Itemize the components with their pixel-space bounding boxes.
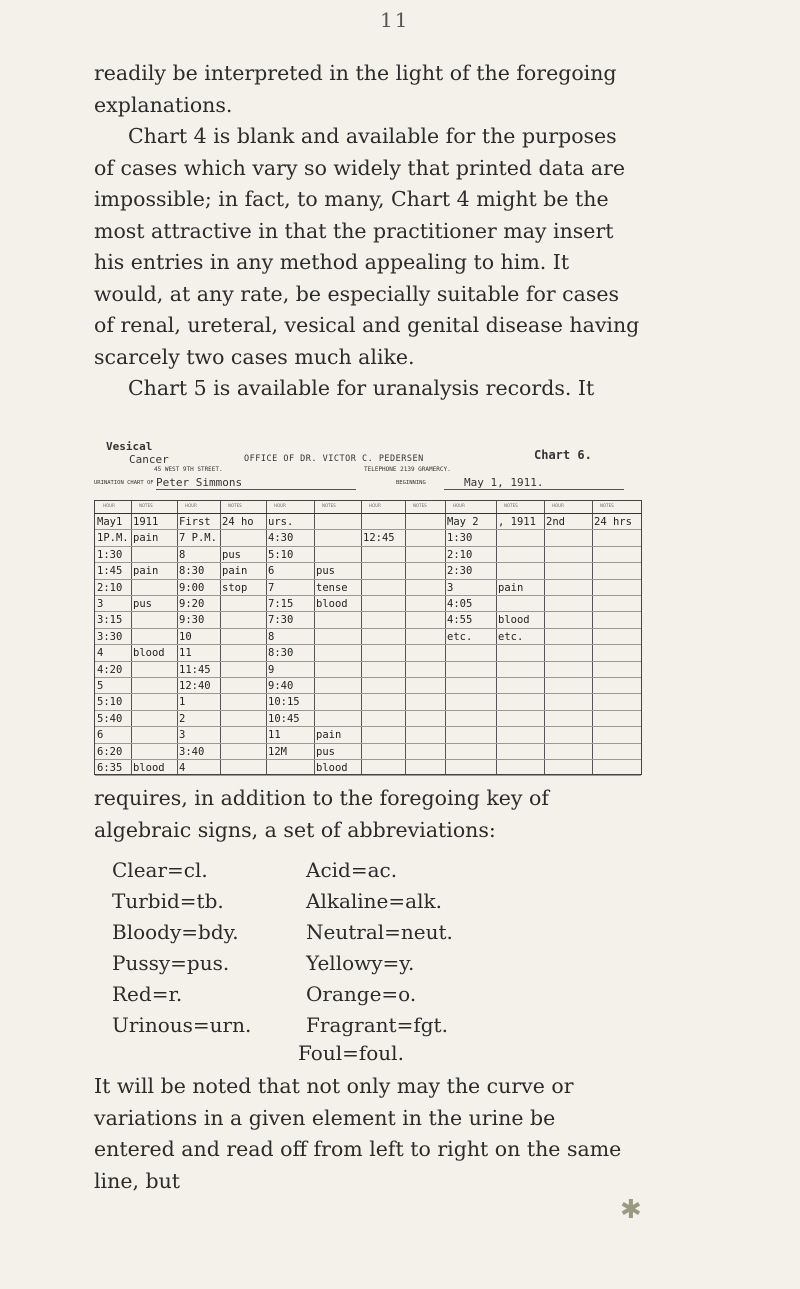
table-cell: blood (133, 647, 165, 660)
after-chart-paragraph: requires, in addition to the foregoing key of algebraic signs, a set of abbreviations: (94, 786, 549, 842)
abbreviation-row (112, 886, 453, 917)
table-cell: 4 (97, 647, 104, 660)
table-cell: 7 P.M. (179, 532, 217, 545)
chart-office: OFFICE OF DR. VICTOR C. PEDERSEN (244, 454, 424, 464)
table-cell: 3 (179, 729, 186, 742)
table-cell: 8 (268, 630, 275, 643)
grid-row-line (95, 661, 641, 662)
table-cell: urs. (268, 516, 294, 528)
column-header: HOUR (103, 503, 115, 508)
table-cell: 6 (97, 729, 104, 742)
grid-column-line (266, 501, 267, 774)
chart-of-label: URINATION CHART OF (94, 480, 154, 486)
table-cell: pus (316, 565, 335, 578)
grid-row-line (95, 595, 641, 596)
chart-number: Chart 6. (534, 448, 592, 462)
abbreviation-item: Acid=ac. (306, 858, 398, 882)
urination-chart (94, 440, 642, 776)
abbreviation-item: Fragrant=fgt. (306, 1013, 448, 1037)
grid-column-line (592, 501, 593, 774)
table-cell: May1 (97, 516, 123, 528)
column-header: NOTES (139, 503, 153, 508)
table-cell: 7:15 (268, 598, 294, 610)
abbreviation-list (112, 855, 453, 1041)
column-header: NOTES (228, 503, 242, 508)
grid-row-line (95, 529, 641, 530)
chart-street: 45 WEST 9TH STREET. (154, 466, 223, 473)
table-cell: 1P.M. (97, 532, 129, 545)
grid-column-line (361, 501, 362, 774)
table-cell: 10 (179, 630, 192, 643)
chart-grid (94, 500, 642, 775)
beginning-label: BEGINNING (396, 480, 426, 486)
grid-column-line (544, 501, 545, 774)
table-cell: 24 ho (222, 516, 254, 528)
abbreviation-item: Urinous=urn. (112, 1013, 252, 1037)
chart-telephone: TELEPHONE 2139 GRAMERCY. (364, 466, 451, 473)
table-cell: pain (498, 581, 524, 594)
column-header: HOUR (453, 503, 465, 508)
table-cell: 4 (179, 762, 186, 774)
table-cell: 4:55 (447, 614, 473, 627)
table-cell: 8 (179, 548, 186, 561)
grid-row-line (95, 611, 641, 612)
table-cell: pain (133, 532, 159, 545)
abbreviation-row (112, 855, 453, 886)
table-cell: 2 (179, 712, 186, 725)
table-cell: 8:30 (268, 647, 294, 660)
grid-column-line (131, 501, 132, 774)
grid-row-line (95, 743, 641, 744)
abbreviation-item: Alkaline=alk. (306, 889, 442, 913)
table-cell: 10:45 (268, 712, 300, 725)
grid-row-line (95, 775, 641, 776)
column-header: NOTES (322, 503, 336, 508)
paragraph-3: Chart 5 is available for uranalysis records. It (128, 376, 595, 400)
chart-label-vesical: Vesical (106, 440, 153, 453)
abbreviation-item: Pussy=pus. (112, 951, 230, 975)
table-cell: 2:10 (97, 581, 123, 594)
grid-row-line (95, 644, 641, 645)
abbreviation-item: Bloody=bdy. (112, 920, 239, 944)
grid-row-line (95, 693, 641, 694)
table-cell: tense (316, 581, 348, 594)
table-cell: 5:10 (268, 548, 294, 561)
grid-column-line (220, 501, 221, 774)
table-cell: 12M (268, 745, 287, 758)
table-cell: 3:30 (97, 630, 123, 643)
table-cell: 12:40 (179, 680, 211, 692)
table-cell: 9:20 (179, 598, 205, 610)
table-cell: 5:10 (97, 696, 123, 709)
grid-row-line (95, 677, 641, 678)
table-cell: 1:30 (97, 548, 123, 561)
column-header: NOTES (600, 503, 614, 508)
table-cell: blood (498, 614, 530, 627)
table-cell: 3 (447, 581, 454, 594)
grid-column-line (445, 501, 446, 774)
table-cell: 4:05 (447, 598, 473, 610)
table-cell: 2:30 (447, 565, 473, 578)
table-cell: 9 (268, 663, 275, 676)
table-cell: 3:15 (97, 614, 123, 627)
intro-paragraph (94, 58, 642, 405)
page-number: 11 (380, 8, 410, 32)
grid-row-line (95, 759, 641, 760)
table-cell: blood (316, 762, 348, 774)
table-cell: 9:00 (179, 581, 205, 594)
table-cell: pus (222, 548, 241, 561)
grid-row-line (95, 628, 641, 629)
table-cell: 4:30 (268, 532, 294, 545)
grid-column-line (314, 501, 315, 774)
patient-name: Peter Simmons (156, 476, 356, 490)
table-cell: 6:35 (97, 762, 123, 774)
column-header: HOUR (185, 503, 197, 508)
grid-column-line (496, 501, 497, 774)
column-header: NOTES (413, 503, 427, 508)
column-header: HOUR (552, 503, 564, 508)
abbreviation-row (112, 1010, 453, 1041)
table-cell: 3:40 (179, 745, 205, 758)
abbreviation-row (112, 979, 453, 1010)
grid-row-line (95, 726, 641, 727)
paragraph-2: Chart 4 is blank and available for the purposes of cases which vary so widely that printed data are impossible; in fact, to many, Chart 4 might be the most attractive in that the practitioner may insert his entries in any method appealing to him. It would, at any rate, be especially suitable for cases of renal, ureteral, vesical and genital disease having scarcely two cases much alike. (94, 124, 640, 369)
table-cell: etc. (447, 630, 473, 643)
table-cell: May 2 (447, 516, 479, 528)
abbreviation-item: Red=r. (112, 982, 183, 1006)
abbreviation-item: Clear=cl. (112, 858, 208, 882)
grid-column-line (405, 501, 406, 774)
grid-row-line (95, 579, 641, 580)
grid-row-line (95, 710, 641, 711)
table-cell: blood (133, 762, 165, 774)
table-cell: 6:20 (97, 745, 123, 758)
table-cell: 3 (97, 598, 104, 610)
abbreviation-item: Orange=o. (306, 982, 417, 1006)
abbreviation-row (112, 917, 453, 948)
table-cell: stop (222, 581, 248, 594)
table-cell: pus (133, 598, 152, 610)
beginning-date: May 1, 1911. (444, 476, 624, 490)
table-cell: 2:10 (447, 548, 473, 561)
table-cell: 8:30 (179, 565, 205, 578)
table-cell: 7:30 (268, 614, 294, 627)
paragraph-1: readily be interpreted in the light of the foregoing explanations. (94, 61, 617, 117)
table-cell: 9:30 (179, 614, 205, 627)
ink-mark-icon: ✱ (620, 1195, 642, 1225)
abbreviation-row (112, 948, 453, 979)
table-cell: etc. (498, 630, 524, 643)
table-cell: 4:20 (97, 663, 123, 676)
table-cell: 9:40 (268, 680, 294, 692)
abbreviation-item: Neutral=neut. (306, 920, 453, 944)
grid-column-line (177, 501, 178, 774)
column-header: HOUR (369, 503, 381, 508)
table-cell: pain (133, 565, 159, 578)
table-cell: 1:30 (447, 532, 473, 545)
table-cell: pain (316, 729, 342, 742)
table-cell: 2nd (546, 516, 565, 528)
table-cell: 11 (268, 729, 281, 742)
grid-header-line (95, 513, 641, 514)
grid-row-line (95, 562, 641, 563)
table-cell: 11 (179, 647, 192, 660)
table-cell: 10:15 (268, 696, 300, 709)
table-cell: 11:45 (179, 663, 211, 676)
table-cell: pain (222, 565, 248, 578)
table-cell: 12:45 (363, 532, 395, 545)
column-header: HOUR (274, 503, 286, 508)
table-cell: First (179, 516, 211, 528)
table-cell: 1911 (133, 516, 159, 528)
grid-row-line (95, 546, 641, 547)
table-cell: 7 (268, 581, 275, 594)
abbreviation-item: Yellowy=y. (306, 951, 415, 975)
column-header: NOTES (504, 503, 518, 508)
abbreviation-foul: Foul=foul. (298, 1041, 404, 1065)
table-cell: pus (316, 745, 335, 758)
table-cell: 24 hrs (594, 516, 632, 528)
chart-label-cancer: Cancer (129, 453, 169, 466)
table-cell: blood (316, 598, 348, 610)
table-cell: , 1911 (498, 516, 536, 528)
abbreviation-item: Turbid=tb. (112, 889, 224, 913)
table-cell: 1:45 (97, 565, 123, 578)
table-cell: 1 (179, 696, 186, 709)
table-cell: 6 (268, 565, 275, 578)
table-cell: 5:40 (97, 712, 123, 725)
final-paragraph: It will be noted that not only may the curve or variations in a given element in the urine be entered and read off from left to right on the same line, but (94, 1074, 622, 1193)
table-cell: 5 (97, 680, 104, 692)
